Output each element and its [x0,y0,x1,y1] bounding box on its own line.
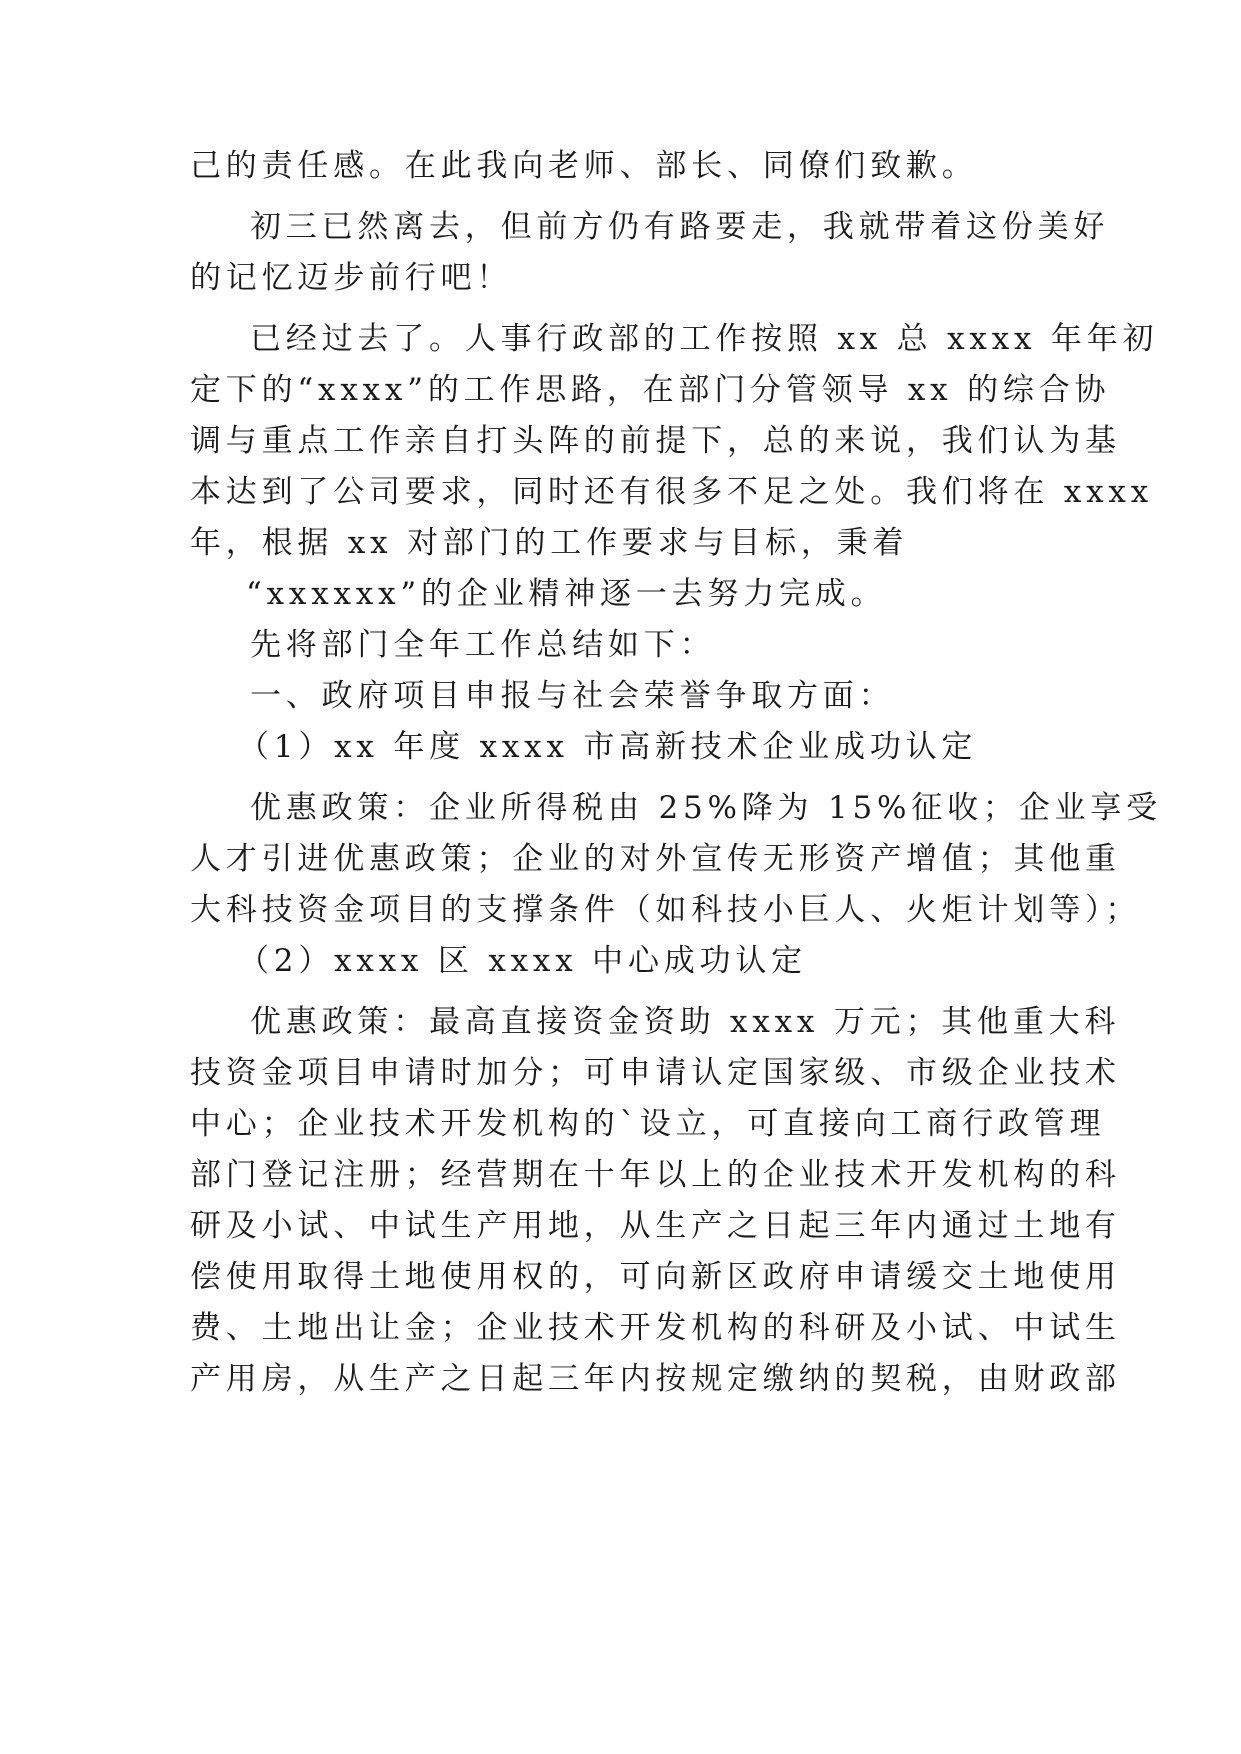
text-line: 产用房，从生产之日起三年内按规定缴纳的契税，由财政部 [190,1361,1121,1397]
paragraph-first-line: 先将部门全年工作总结如下： [250,627,716,663]
text-line: 年，根据 xx 对部门的工作要求与目标，秉着 [190,525,909,561]
text-line: 偿使用取得土地使用权的，可向新区政府申请缓交土地使用 [190,1259,1121,1295]
text-line: 定下的“xxxx”的工作思路，在部门分管领导 xx 的综合协 [190,372,1111,408]
paragraph-first-line: 优惠政策：企业所得税由 25%降为 15%征收；企业享受 [250,790,1162,826]
paragraph-first-line: 已经过去了。人事行政部的工作按照 xx 总 xxxx 年年初 [250,321,1159,357]
text-line: 技资金项目申请时加分；可申请认定国家级、市级企业技术 [190,1055,1121,1091]
text-line: 费、土地出让金；企业技术开发机构的科研及小试、中试生 [190,1310,1121,1346]
paragraph-first-line: 初三已然离去，但前方仍有路要走，我就带着这份美好 [250,209,1110,245]
text-line: 的记忆迈步前行吧！ [190,260,513,296]
text-line: 大科技资金项目的支撑条件（如科技小巨人、火炬计划等）； [190,892,1142,928]
text-line: 中心；企业技术开发机构的`设立，可直接向工商行政管理 [190,1106,1106,1142]
text-line: 研及小试、中试生产用地，从生产之日起三年内通过土地有 [190,1208,1121,1244]
subsection-heading: （1）xx 年度 xxxx 市高新技术企业成功认定 [238,729,978,765]
text-line: 本达到了公司要求，同时还有很多不足之处。我们将在 xxxx [190,474,1153,510]
text-line: 人才引进优惠政策；企业的对外宣传无形资产增值；其他重 [190,841,1121,877]
subsection-heading: （2）xxxx 区 xxxx 中心成功认定 [238,943,807,979]
text-line: “xxxxxx”的企业精神逐一去努力完成。 [246,576,887,612]
section-heading: 一、政府项目申报与社会荣誉争取方面： [250,678,895,714]
paragraph-first-line: 优惠政策：最高直接资金资助 xxxx 万元；其他重大科 [250,1004,1121,1040]
text-line: 部门登记注册；经营期在十年以上的企业技术开发机构的科 [190,1157,1121,1193]
text-line: 调与重点工作亲自打头阵的前提下，总的来说，我们认为基 [190,423,1121,459]
text-line: 己的责任感。在此我向老师、部长、同僚们致歉。 [190,148,978,184]
